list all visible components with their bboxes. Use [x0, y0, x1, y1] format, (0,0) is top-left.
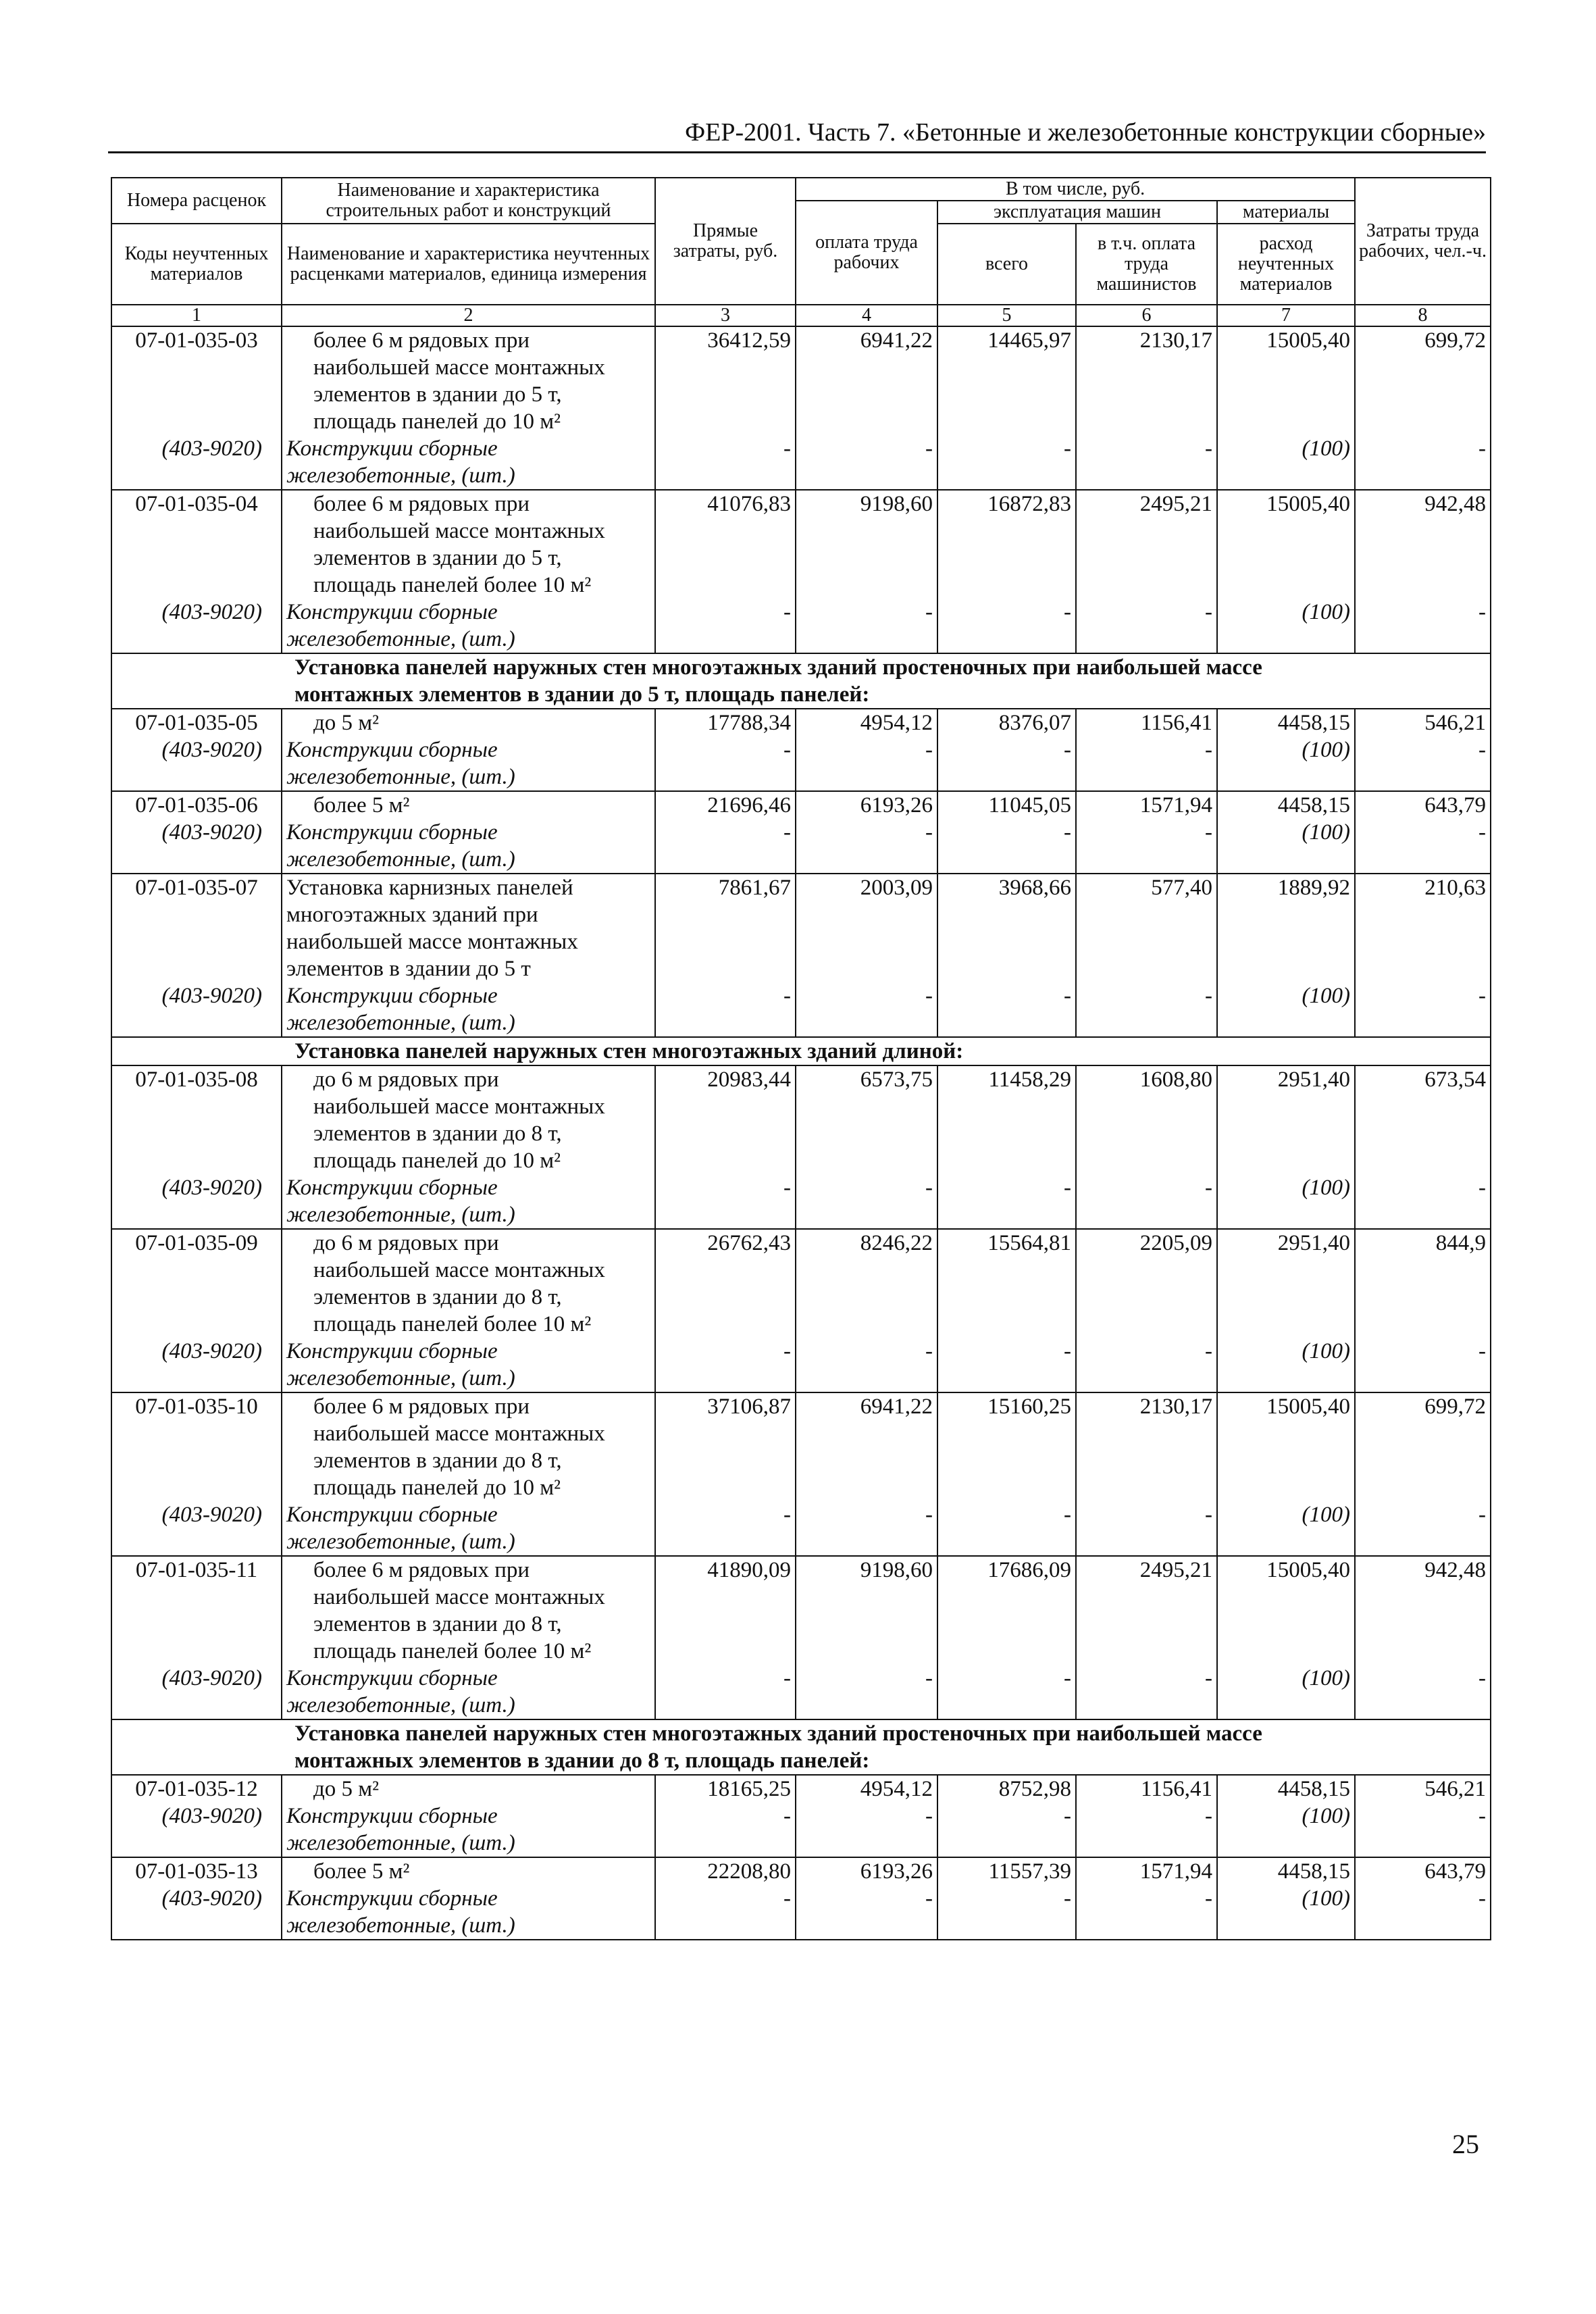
material-row [111, 435, 1491, 490]
machine-total-material-value: - [937, 736, 1076, 791]
machine-total-material-value: - [937, 435, 1076, 490]
worker-pay-material-value: - [796, 599, 937, 653]
machine-total-material-value: - [937, 1803, 1076, 1857]
rate-row [111, 1392, 1491, 1501]
machine-total-value: 11557,39 [937, 1857, 1076, 1885]
labor-costs-value: 699,72 [1355, 1392, 1491, 1501]
text-line: элементов в здании до 5 т [286, 957, 531, 981]
column-number-6: 6 [1076, 305, 1217, 326]
section-heading [111, 1719, 1491, 1775]
material-row [111, 599, 1491, 653]
text-line: железобетонные, (шт.) [286, 1913, 515, 1938]
labor-costs-material-value: - [1355, 819, 1491, 874]
worker-pay-value: 6193,26 [796, 1857, 937, 1885]
text-line: железобетонные, (шт.) [286, 1203, 515, 1227]
worker-pay-material-value: - [796, 1501, 937, 1556]
header-material-consumption: расход неучтенных материалов [1217, 224, 1355, 305]
worker-pay-value: 4954,12 [796, 709, 937, 736]
material-row [111, 1803, 1491, 1857]
material-code: (403-9020) [111, 435, 282, 490]
text-line: Конструкции сборные [286, 738, 498, 762]
text-line: до 6 м рядовых при [313, 1067, 499, 1092]
worker-pay-value: 9198,60 [796, 1556, 937, 1665]
header-worker-pay: оплата труда рабочих [796, 201, 937, 305]
header-work-name: Наименование и характеристика строительных работ и конструкций [282, 178, 655, 224]
material-consumption-value: 2951,40 [1217, 1065, 1355, 1174]
header-materials: материалы [1217, 201, 1355, 224]
column-number-8: 8 [1355, 305, 1491, 326]
machine-total-material-value: - [937, 982, 1076, 1037]
material-code: (403-9020) [111, 1501, 282, 1556]
direct-costs-material-value: - [655, 736, 796, 791]
material-code: (403-9020) [111, 1803, 282, 1857]
rate-row [111, 791, 1491, 819]
direct-costs-material-value: - [655, 1665, 796, 1719]
column-number-2: 2 [282, 305, 655, 326]
machinist-pay-material-value: - [1076, 1501, 1217, 1556]
labor-costs-value: 546,21 [1355, 1775, 1491, 1803]
machine-total-value: 11045,05 [937, 791, 1076, 819]
machinist-pay-value: 1571,94 [1076, 1857, 1217, 1885]
machine-total-material-value: - [937, 1501, 1076, 1556]
text-line: наибольшей массе монтажных [313, 1422, 605, 1446]
machinist-pay-value: 2205,09 [1076, 1229, 1217, 1338]
rate-row [111, 490, 1491, 599]
direct-costs-value: 7861,67 [655, 874, 796, 982]
rate-description: более 5 м² [282, 791, 655, 819]
machinist-pay-material-value: - [1076, 1174, 1217, 1229]
text-line: железобетонные, (шт.) [286, 1693, 515, 1717]
material-row [111, 1174, 1491, 1229]
text-line: элементов в здании до 8 т, [313, 1285, 562, 1309]
machinist-pay-material-value: - [1076, 819, 1217, 874]
rate-description: более 5 м² [282, 1857, 655, 1885]
rate-code: 07-01-035-08 [111, 1065, 282, 1174]
machinist-pay-value: 2495,21 [1076, 1556, 1217, 1665]
material-consumption-value: 15005,40 [1217, 490, 1355, 599]
labor-costs-material-value: - [1355, 599, 1491, 653]
machine-total-material-value: - [937, 1174, 1076, 1229]
rate-row [111, 709, 1491, 736]
column-number-5: 5 [937, 305, 1076, 326]
worker-pay-value: 6941,22 [796, 326, 937, 435]
text-line: многоэтажных зданий при [286, 903, 538, 927]
direct-costs-value: 17788,34 [655, 709, 796, 736]
text-line: площадь панелей более 10 м² [313, 573, 592, 597]
material-consumption-material-value: (100) [1217, 819, 1355, 874]
machinist-pay-material-value: - [1076, 1338, 1217, 1392]
worker-pay-material-value: - [796, 435, 937, 490]
machinist-pay-value: 2130,17 [1076, 326, 1217, 435]
machinist-pay-value: 577,40 [1076, 874, 1217, 982]
worker-pay-material-value: - [796, 982, 937, 1037]
page-number: 25 [1452, 2129, 1479, 2159]
machine-total-material-value: - [937, 1665, 1076, 1719]
text-line: элементов в здании до 5 т, [313, 382, 562, 407]
rate-code: 07-01-035-12 [111, 1775, 282, 1803]
text-line: площадь панелей до 10 м² [313, 1149, 561, 1173]
material-code: (403-9020) [111, 1665, 282, 1719]
labor-costs-material-value: - [1355, 1665, 1491, 1719]
rate-row [111, 1556, 1491, 1665]
material-code: (403-9020) [111, 599, 282, 653]
machinist-pay-material-value: - [1076, 599, 1217, 653]
machinist-pay-material-value: - [1076, 1665, 1217, 1719]
material-description [282, 1501, 655, 1556]
column-number-7: 7 [1217, 305, 1355, 326]
rate-row [111, 1775, 1491, 1803]
machinist-pay-material-value: - [1076, 982, 1217, 1037]
machine-total-value: 15160,25 [937, 1392, 1076, 1501]
direct-costs-material-value: - [655, 982, 796, 1037]
rate-code: 07-01-035-11 [111, 1556, 282, 1665]
worker-pay-material-value: - [796, 736, 937, 791]
rate-description [282, 326, 655, 435]
worker-pay-value: 8246,22 [796, 1229, 937, 1338]
column-number-3: 3 [655, 305, 796, 326]
text-line: элементов в здании до 8 т, [313, 1449, 562, 1473]
labor-costs-value: 699,72 [1355, 326, 1491, 435]
machine-total-material-value: - [937, 599, 1076, 653]
text-line: наибольшей массе монтажных [286, 930, 578, 954]
text-line: Конструкции сборные [286, 600, 498, 624]
rate-code: 07-01-035-09 [111, 1229, 282, 1338]
material-row [111, 1665, 1491, 1719]
section-heading-row [111, 1037, 1491, 1065]
column-numbers-row [111, 305, 1491, 326]
labor-costs-value: 643,79 [1355, 791, 1491, 819]
material-code: (403-9020) [111, 982, 282, 1037]
text-line: более 6 м рядовых при [313, 1394, 530, 1419]
text-line: монтажных элементов в здании до 5 т, площадь панелей: [294, 682, 870, 707]
material-row [111, 1885, 1491, 1940]
material-description [282, 1885, 655, 1940]
direct-costs-material-value: - [655, 435, 796, 490]
labor-costs-material-value: - [1355, 736, 1491, 791]
text-line: Установка панелей наружных стен многоэтажных зданий простеночных при наибольшей массе [294, 1721, 1262, 1746]
direct-costs-material-value: - [655, 1174, 796, 1229]
material-row [111, 982, 1491, 1037]
worker-pay-material-value: - [796, 1338, 937, 1392]
labor-costs-material-value: - [1355, 1803, 1491, 1857]
machine-total-value: 17686,09 [937, 1556, 1076, 1665]
text-line: площадь панелей более 10 м² [313, 1312, 592, 1336]
material-consumption-material-value: (100) [1217, 982, 1355, 1037]
material-description [282, 1803, 655, 1857]
direct-costs-material-value: - [655, 1338, 796, 1392]
material-code: (403-9020) [111, 736, 282, 791]
direct-costs-value: 41076,83 [655, 490, 796, 599]
rate-description [282, 1065, 655, 1174]
labor-costs-value: 673,54 [1355, 1065, 1491, 1174]
labor-costs-value: 643,79 [1355, 1857, 1491, 1885]
text-line: Конструкции сборные [286, 820, 498, 845]
machine-total-material-value: - [937, 819, 1076, 874]
direct-costs-value: 20983,44 [655, 1065, 796, 1174]
material-consumption-value: 4458,15 [1217, 791, 1355, 819]
material-description [282, 819, 655, 874]
rate-code: 07-01-035-03 [111, 326, 282, 435]
material-consumption-value: 4458,15 [1217, 709, 1355, 736]
header-machinist-pay: в т.ч. оплата труда машинистов [1076, 224, 1217, 305]
table-header [111, 178, 1491, 326]
labor-costs-material-value: - [1355, 1338, 1491, 1392]
text-line: наибольшей массе монтажных [313, 1258, 605, 1282]
material-code: (403-9020) [111, 1338, 282, 1392]
column-number-1: 1 [111, 305, 282, 326]
text-line: Конструкции сборные [286, 1339, 498, 1363]
material-consumption-value: 2951,40 [1217, 1229, 1355, 1338]
material-code: (403-9020) [111, 819, 282, 874]
rate-description [282, 490, 655, 599]
rates-table [111, 177, 1491, 1940]
material-description [282, 982, 655, 1037]
text-line: железобетонные, (шт.) [286, 765, 515, 789]
material-consumption-value: 15005,40 [1217, 326, 1355, 435]
material-consumption-value: 15005,40 [1217, 1556, 1355, 1665]
labor-costs-value: 942,48 [1355, 490, 1491, 599]
direct-costs-material-value: - [655, 599, 796, 653]
text-line: железобетонные, (шт.) [286, 1011, 515, 1035]
labor-costs-material-value: - [1355, 435, 1491, 490]
rate-description [282, 1392, 655, 1501]
machinist-pay-material-value: - [1076, 1885, 1217, 1940]
page-header-title: ФЕР-2001. Часть 7. «Бетонные и железобетонные конструкции сборные» [685, 118, 1486, 147]
direct-costs-value: 36412,59 [655, 326, 796, 435]
direct-costs-value: 37106,87 [655, 1392, 796, 1501]
text-line: Конструкции сборные [286, 1804, 498, 1828]
worker-pay-value: 6193,26 [796, 791, 937, 819]
text-line: Конструкции сборные [286, 1886, 498, 1911]
material-consumption-material-value: (100) [1217, 1501, 1355, 1556]
section-heading [111, 653, 1491, 709]
material-consumption-value: 4458,15 [1217, 1775, 1355, 1803]
column-number-4: 4 [796, 305, 937, 326]
material-description [282, 599, 655, 653]
rate-code: 07-01-035-10 [111, 1392, 282, 1501]
worker-pay-value: 2003,09 [796, 874, 937, 982]
text-line: Установка панелей наружных стен многоэтажных зданий длиной: [294, 1039, 964, 1063]
text-line: площадь панелей более 10 м² [313, 1639, 592, 1663]
text-line: Конструкции сборные [286, 1503, 498, 1527]
labor-costs-material-value: - [1355, 1501, 1491, 1556]
material-consumption-value: 4458,15 [1217, 1857, 1355, 1885]
labor-costs-value: 942,48 [1355, 1556, 1491, 1665]
text-line: железобетонные, (шт.) [286, 1530, 515, 1554]
rate-row [111, 1857, 1491, 1885]
material-description [282, 1174, 655, 1229]
labor-costs-material-value: - [1355, 1885, 1491, 1940]
header-material-codes: Коды неучтенных материалов [111, 224, 282, 305]
rate-description [282, 1229, 655, 1338]
text-line: наибольшей массе монтажных [313, 1095, 605, 1119]
machine-total-value: 14465,97 [937, 326, 1076, 435]
rate-row [111, 1065, 1491, 1174]
labor-costs-value: 210,63 [1355, 874, 1491, 982]
material-description [282, 435, 655, 490]
material-code: (403-9020) [111, 1885, 282, 1940]
text-line: наибольшей массе монтажных [313, 519, 605, 543]
labor-costs-value: 546,21 [1355, 709, 1491, 736]
material-description [282, 736, 655, 791]
material-consumption-material-value: (100) [1217, 736, 1355, 791]
machine-total-value: 8376,07 [937, 709, 1076, 736]
text-line: элементов в здании до 5 т, [313, 546, 562, 570]
machine-total-value: 3968,66 [937, 874, 1076, 982]
text-line: Конструкции сборные [286, 984, 498, 1008]
direct-costs-material-value: - [655, 1803, 796, 1857]
text-line: Конструкции сборные [286, 1176, 498, 1200]
labor-costs-material-value: - [1355, 982, 1491, 1037]
rate-row [111, 874, 1491, 982]
machine-total-value: 15564,81 [937, 1229, 1076, 1338]
material-consumption-material-value: (100) [1217, 1885, 1355, 1940]
rate-code: 07-01-035-06 [111, 791, 282, 819]
text-line: площадь панелей до 10 м² [313, 1476, 561, 1500]
material-row [111, 736, 1491, 791]
text-line: элементов в здании до 8 т, [313, 1122, 562, 1146]
page-header [108, 116, 1486, 153]
rate-description: до 5 м² [282, 1775, 655, 1803]
direct-costs-value: 21696,46 [655, 791, 796, 819]
rate-description [282, 874, 655, 982]
material-consumption-value: 1889,92 [1217, 874, 1355, 982]
header-including: В том числе, руб. [796, 178, 1355, 201]
worker-pay-material-value: - [796, 1803, 937, 1857]
text-line: Конструкции сборные [286, 1666, 498, 1690]
direct-costs-value: 41890,09 [655, 1556, 796, 1665]
machinist-pay-material-value: - [1076, 1803, 1217, 1857]
machinist-pay-value: 2130,17 [1076, 1392, 1217, 1501]
direct-costs-value: 26762,43 [655, 1229, 796, 1338]
header-labor-costs: Затраты труда рабочих, чел.-ч. [1355, 178, 1491, 305]
machine-total-value: 8752,98 [937, 1775, 1076, 1803]
text-line: железобетонные, (шт.) [286, 847, 515, 872]
text-line: более 6 м рядовых при [313, 328, 530, 353]
material-consumption-value: 15005,40 [1217, 1392, 1355, 1501]
material-consumption-material-value: (100) [1217, 1665, 1355, 1719]
labor-costs-value: 844,9 [1355, 1229, 1491, 1338]
direct-costs-value: 18165,25 [655, 1775, 796, 1803]
rate-code: 07-01-035-07 [111, 874, 282, 982]
material-consumption-material-value: (100) [1217, 599, 1355, 653]
worker-pay-value: 6941,22 [796, 1392, 937, 1501]
text-line: Установка карнизных панелей [286, 876, 573, 900]
text-line: площадь панелей до 10 м² [313, 409, 561, 434]
table-body [111, 326, 1491, 1940]
machinist-pay-value: 1156,41 [1076, 1775, 1217, 1803]
rate-description: до 5 м² [282, 709, 655, 736]
material-consumption-material-value: (100) [1217, 1174, 1355, 1229]
material-row [111, 819, 1491, 874]
header-machine-total: всего [937, 224, 1076, 305]
text-line: элементов в здании до 8 т, [313, 1612, 562, 1636]
machinist-pay-material-value: - [1076, 435, 1217, 490]
labor-costs-material-value: - [1355, 1174, 1491, 1229]
rate-row [111, 326, 1491, 435]
text-line: Конструкции сборные [286, 436, 498, 461]
material-consumption-material-value: (100) [1217, 435, 1355, 490]
material-row [111, 1501, 1491, 1556]
machine-total-value: 11458,29 [937, 1065, 1076, 1174]
machinist-pay-value: 2495,21 [1076, 490, 1217, 599]
worker-pay-value: 6573,75 [796, 1065, 937, 1174]
header-machine-operation: эксплуатация машин [937, 201, 1217, 224]
text-line: монтажных элементов в здании до 8 т, площадь панелей: [294, 1749, 870, 1773]
worker-pay-material-value: - [796, 1174, 937, 1229]
machinist-pay-value: 1571,94 [1076, 791, 1217, 819]
material-code: (403-9020) [111, 1174, 282, 1229]
worker-pay-value: 9198,60 [796, 490, 937, 599]
header-material-name: Наименование и характеристика неучтенных расценками материалов, единица измерения [282, 224, 655, 305]
worker-pay-value: 4954,12 [796, 1775, 937, 1803]
text-line: более 6 м рядовых при [313, 1558, 530, 1582]
text-line: железобетонные, (шт.) [286, 627, 515, 651]
material-row [111, 1338, 1491, 1392]
worker-pay-material-value: - [796, 1665, 937, 1719]
section-heading [111, 1037, 1491, 1065]
rate-row [111, 1229, 1491, 1338]
text-line: Установка панелей наружных стен многоэтажных зданий простеночных при наибольшей массе [294, 655, 1262, 680]
text-line: наибольшей массе монтажных [313, 1585, 605, 1609]
material-description [282, 1338, 655, 1392]
text-line: до 6 м рядовых при [313, 1231, 499, 1255]
section-heading-row [111, 653, 1491, 709]
direct-costs-material-value: - [655, 1501, 796, 1556]
material-consumption-material-value: (100) [1217, 1803, 1355, 1857]
material-consumption-material-value: (100) [1217, 1338, 1355, 1392]
worker-pay-material-value: - [796, 819, 937, 874]
machinist-pay-value: 1608,80 [1076, 1065, 1217, 1174]
machine-total-material-value: - [937, 1338, 1076, 1392]
rate-code: 07-01-035-13 [111, 1857, 282, 1885]
rate-description [282, 1556, 655, 1665]
direct-costs-value: 22208,80 [655, 1857, 796, 1885]
text-line: железобетонные, (шт.) [286, 1366, 515, 1390]
header-rates-number: Номера расценок [111, 178, 282, 224]
direct-costs-material-value: - [655, 1885, 796, 1940]
rate-code: 07-01-035-04 [111, 490, 282, 599]
machine-total-material-value: - [937, 1885, 1076, 1940]
machinist-pay-value: 1156,41 [1076, 709, 1217, 736]
text-line: железобетонные, (шт.) [286, 463, 515, 488]
worker-pay-material-value: - [796, 1885, 937, 1940]
text-line: железобетонные, (шт.) [286, 1831, 515, 1855]
direct-costs-material-value: - [655, 819, 796, 874]
text-line: более 6 м рядовых при [313, 492, 530, 516]
section-heading-row [111, 1719, 1491, 1775]
material-description [282, 1665, 655, 1719]
rate-code: 07-01-035-05 [111, 709, 282, 736]
machine-total-value: 16872,83 [937, 490, 1076, 599]
header-direct-costs: Прямые затраты, руб. [655, 178, 796, 305]
text-line: наибольшей массе монтажных [313, 355, 605, 380]
machinist-pay-material-value: - [1076, 736, 1217, 791]
